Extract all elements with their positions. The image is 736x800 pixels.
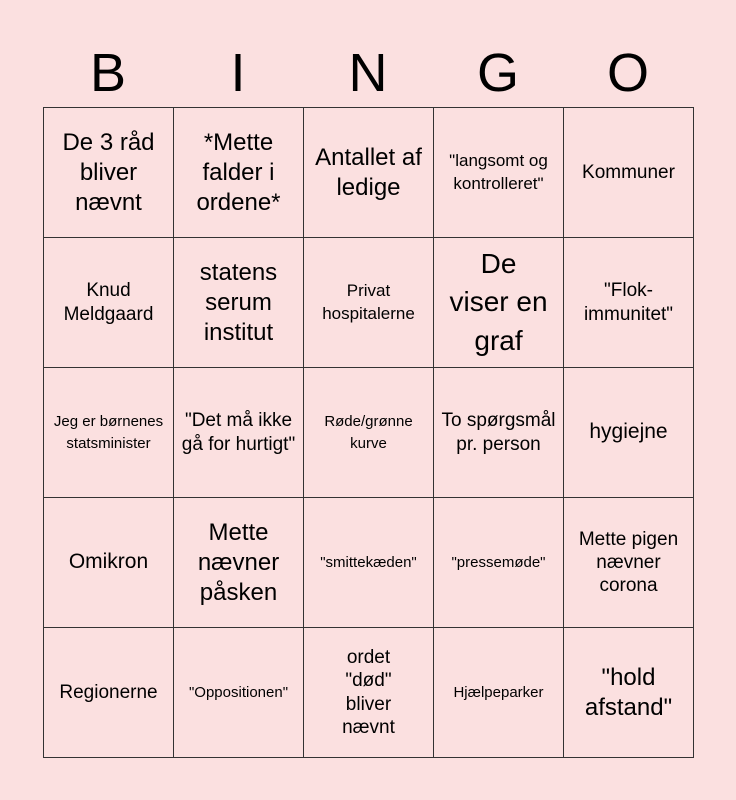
cell-text: "hold afstand" — [584, 663, 673, 721]
cell-text: To spørgsmål pr. person — [441, 410, 556, 455]
cell-text: "Oppositionen" — [188, 683, 289, 701]
bingo-cell[interactable] — [304, 498, 434, 628]
bingo-cell[interactable] — [304, 368, 434, 498]
bingo-cell[interactable] — [44, 498, 174, 628]
bingo-grid — [43, 107, 694, 758]
bingo-cell[interactable] — [434, 628, 564, 758]
bingo-cell[interactable] — [174, 628, 304, 758]
cell-text: *Mette falder i ordene* — [196, 128, 281, 216]
bingo-cell[interactable] — [564, 368, 694, 498]
cell-text: Røde/grønne kurve — [324, 412, 413, 452]
bingo-cell[interactable] — [304, 108, 434, 238]
bingo-cell[interactable] — [44, 628, 174, 758]
cell-text: hygiejne — [589, 420, 668, 444]
cell-text: ordet "død" bliver nævnt — [342, 647, 395, 738]
cell-text: "langsomt og kontrolleret" — [449, 151, 548, 193]
cell-text: Jeg er børnenes statsminister — [53, 412, 164, 452]
header-letter-o: O — [606, 43, 649, 103]
bingo-cell[interactable] — [564, 628, 694, 758]
cell-text: statens serum institut — [199, 258, 278, 346]
bingo-cell[interactable] — [434, 498, 564, 628]
bingo-cell[interactable] — [304, 628, 434, 758]
cell-text: Knud Meldgaard — [63, 280, 154, 325]
bingo-cell[interactable] — [44, 368, 174, 498]
cell-text: Mette pigen nævner corona — [578, 528, 679, 597]
cell-text: De viser en graf — [449, 247, 548, 356]
bingo-cell[interactable] — [174, 108, 304, 238]
bingo-cell[interactable] — [174, 238, 304, 368]
bingo-cell[interactable] — [434, 108, 564, 238]
header-letter-b: B — [89, 43, 127, 103]
cell-text: Mette nævner påsken — [197, 518, 280, 606]
cell-text: Omikron — [68, 550, 149, 574]
bingo-header — [43, 40, 693, 106]
bingo-cell[interactable] — [44, 108, 174, 238]
cell-text: "Flok-immunitet" — [583, 280, 674, 325]
bingo-cell[interactable] — [564, 498, 694, 628]
cell-text: Antallet af ledige — [315, 143, 422, 201]
cell-text: De 3 råd bliver nævnt — [62, 128, 155, 216]
cell-text: Kommuner — [582, 161, 675, 183]
bingo-cell[interactable] — [564, 238, 694, 368]
cell-text: "pressemøde" — [451, 553, 546, 571]
header-letter-i: I — [230, 43, 246, 103]
bingo-cell[interactable] — [434, 368, 564, 498]
cell-text: Privat hospitalerne — [322, 281, 415, 323]
bingo-cell[interactable] — [564, 108, 694, 238]
cell-text: Regionerne — [59, 681, 158, 703]
bingo-cell[interactable] — [434, 238, 564, 368]
bingo-cell[interactable] — [304, 238, 434, 368]
bingo-cell[interactable] — [174, 368, 304, 498]
header-letter-g: G — [476, 43, 519, 103]
header-letter-n: N — [348, 43, 388, 103]
cell-text: "Det må ikke gå for hurtigt" — [181, 410, 296, 455]
bingo-cell[interactable] — [174, 498, 304, 628]
cell-text: Hjælpeparker — [453, 683, 544, 701]
cell-text: "smittekæden" — [320, 553, 417, 571]
bingo-cell[interactable] — [44, 238, 174, 368]
